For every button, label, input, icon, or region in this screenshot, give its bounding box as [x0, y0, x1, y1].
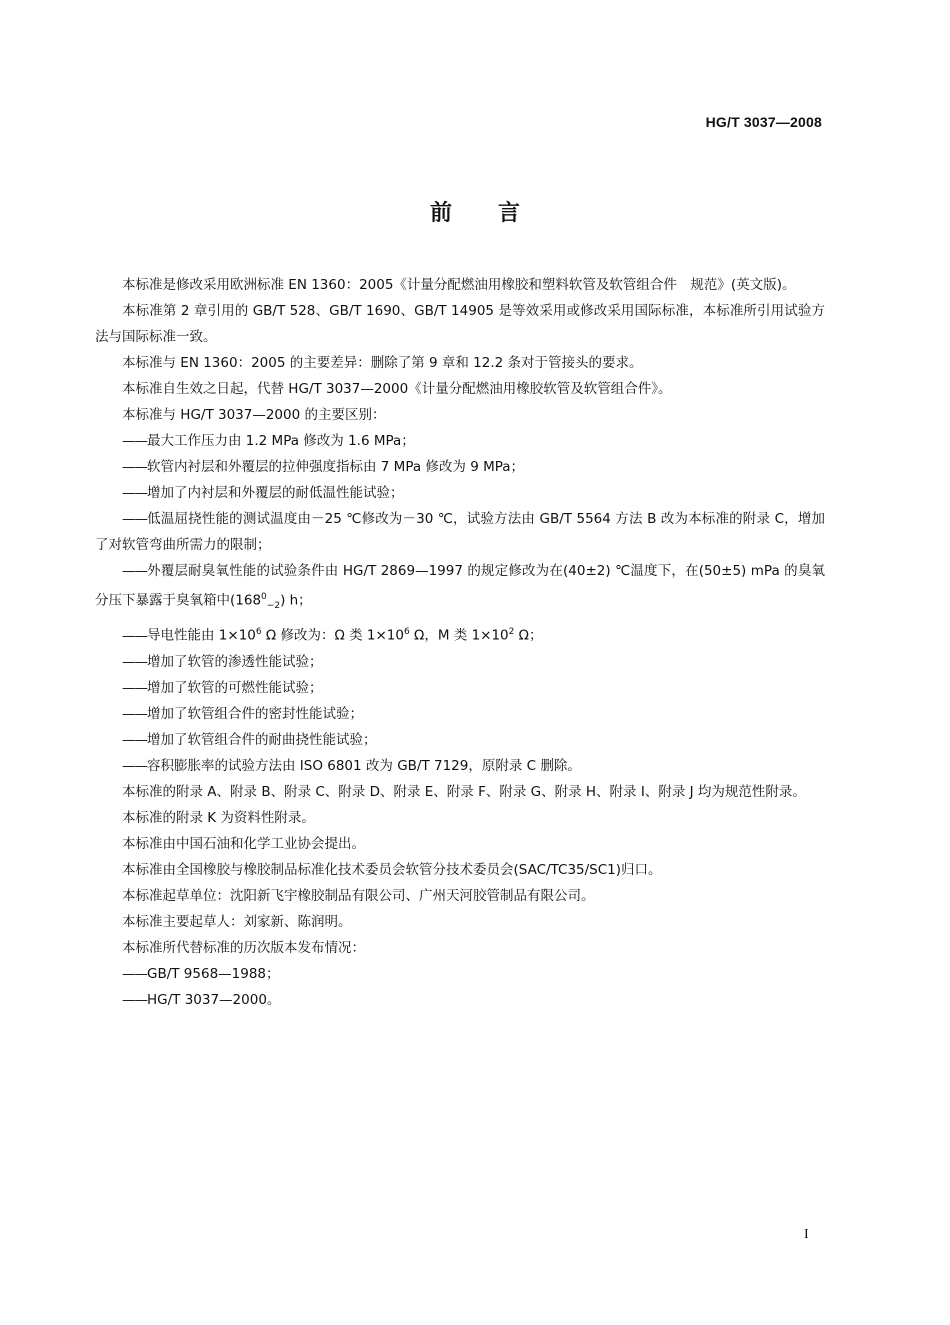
list-item	[95, 558, 825, 619]
paragraph: 本标准与 HG/T 3037—2000 的主要区别：	[122, 407, 386, 423]
list-item: —— 最大工作压力由 1.2 MPa 修改为 1.6 MPa；	[95, 428, 825, 454]
conductivity-text: 导电性能由 1×10	[147, 627, 256, 644]
paragraph: 本标准起草单位：沈阳新飞宇橡胶制品有限公司、广州天河胶管制品有限公司。	[122, 887, 595, 904]
ozone-text-end: ) h；	[280, 592, 312, 609]
paragraph: 本标准由全国橡胶与橡胶制品标准化技术委员会软管分技术委员会(SAC/TC35/SC1)归口。	[122, 861, 662, 878]
exponent: 2	[508, 627, 515, 638]
paragraph: 本标准所代替标准的历次版本发布情况：	[122, 939, 365, 956]
list-item: —— 增加了软管的渗透性能试验；	[95, 649, 825, 675]
ozone-tolerance-upper: 0	[261, 592, 267, 602]
page-title	[0, 196, 950, 227]
conductivity-text: Ω 修改为：Ω 类 1×10	[261, 627, 404, 644]
list-item: —— 增加了软管的可燃性能试验；	[95, 675, 825, 701]
foreword-body	[95, 272, 825, 1013]
conductivity-text: Ω，M 类 1×10	[409, 627, 509, 644]
title-char-2: 言	[498, 201, 521, 226]
paragraph: 本标准的附录 K 为资料性附录。	[122, 809, 315, 826]
paragraph: 本标准由中国石油和化学工业协会提出。	[122, 835, 365, 852]
paragraph: 本标准主要起草人：刘家新、陈润明。	[122, 913, 352, 930]
paragraph: 本标准是修改采用欧洲标准 EN 1360：2005《计量分配燃油用橡胶和塑料软管及软管组合件 规范》(英文版)。	[122, 277, 796, 293]
standard-number: HG/T 3037—2008	[705, 114, 822, 130]
exponent: 6	[255, 627, 262, 638]
ozone-tolerance-lower: −2	[266, 601, 281, 612]
ozone-text: 外覆层耐臭氧性能的试验条件由 HG/T 2869—1997 的规定修改为在(40±2) ℃温度下，在(50±5) mPa 的臭氧分压下暴露于臭氧箱中(168	[95, 563, 825, 609]
history-item: —— HG/T 3037—2000。	[95, 987, 825, 1013]
conductivity-text: Ω；	[514, 627, 543, 644]
list-item: —— 增加了软管组合件的耐曲挠性能试验；	[95, 727, 825, 753]
list-item: —— 低温屈挠性能的测试温度由－25 ℃修改为－30 ℃，试验方法由 GB/T 5564 方法 B 改为本标准的附录 C，增加了对软管弯曲所需力的限制；	[95, 506, 825, 558]
list-item: —— 软管内衬层和外覆层的拉伸强度指标由 7 MPa 修改为 9 MPa；	[95, 454, 825, 480]
list-item: —— 容积膨胀率的试验方法由 ISO 6801 改为 GB/T 7129，原附录 C 删除。	[95, 753, 825, 779]
history-item: —— GB/T 9568—1988；	[95, 961, 825, 987]
paragraph: 本标准的附录 A、附录 B、附录 C、附录 D、附录 E、附录 F、附录 G、附录 H、附录 I、附录 J 均为规范性附录。	[122, 783, 806, 800]
title-char-1: 前	[429, 201, 452, 226]
paragraph: 本标准自生效之日起，代替 HG/T 3037—2000《计量分配燃油用橡胶软管及软管组合件》。	[122, 381, 672, 397]
paragraph: 本标准与 EN 1360：2005 的主要差异：删除了第 9 章和 12.2 条对于管接头的要求。	[122, 355, 643, 371]
list-item	[95, 619, 825, 649]
page-number: I	[804, 1227, 809, 1242]
list-item: —— 增加了内衬层和外覆层的耐低温性能试验；	[95, 480, 825, 506]
paragraph: 本标准第 2 章引用的 GB/T 528、GB/T 1690、GB/T 14905 是等效采用或修改采用国际标准，本标准所引用试验方法与国际标准一致。	[95, 303, 825, 345]
list-item: —— 增加了软管组合件的密封性能试验；	[95, 701, 825, 727]
exponent: 6	[404, 627, 410, 638]
